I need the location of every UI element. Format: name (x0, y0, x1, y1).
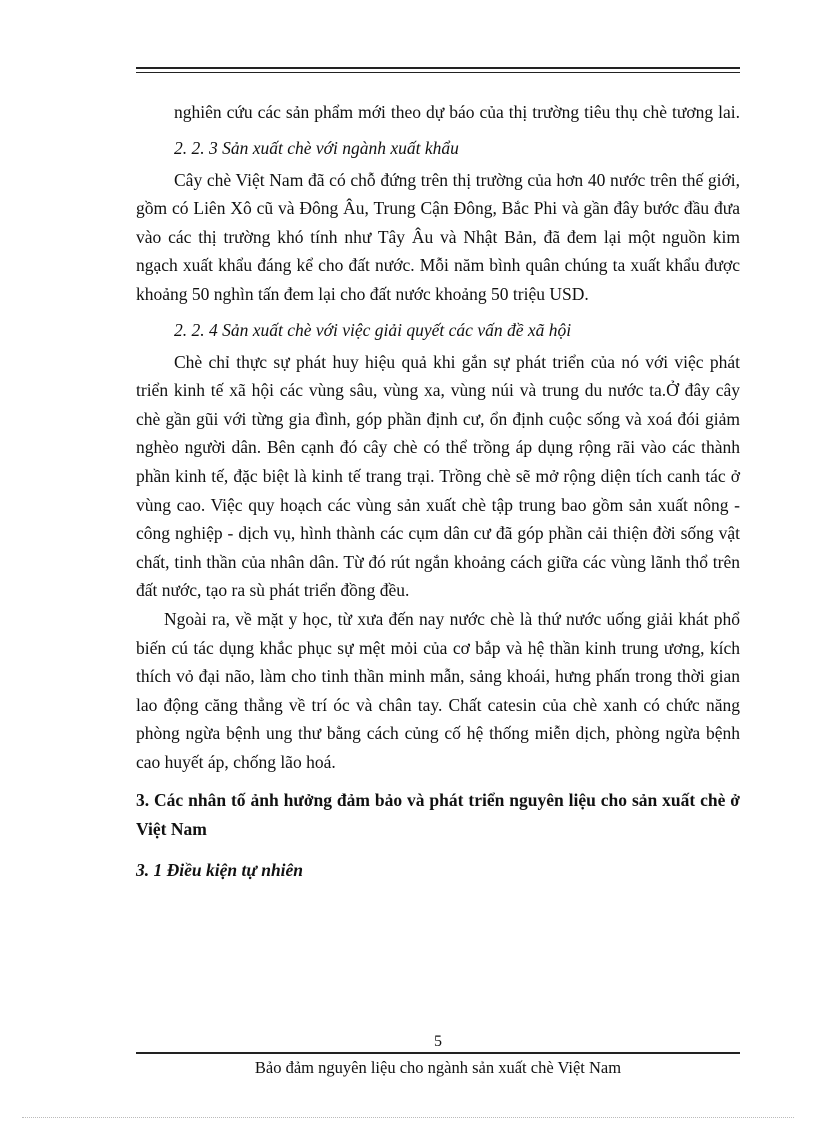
paragraph-export: Cây chè Việt Nam đã có chỗ đứng trên thị trường của hơn 40 nước trên thế giới, gồm có Liên Xô cũ và Đông Âu, Trung Cận Đông, Bắc Phi và gần đây bước đầu đưa vào các thị trường khó tính như Tây Âu và Nhật Bản, đã đem lại một nguồn kim ngạch xuất khẩu đáng kể cho đất nước. Mỗi năm bình quân chúng ta xuất khẩu được khoảng 50 nghìn tấn đem lại cho đất nước khoảng 50 triệu USD. (136, 169, 740, 304)
page-number: 5 (434, 1033, 442, 1050)
page-edge-dotted-line (22, 1117, 794, 1118)
heading-2-2-3: 2. 2. 3 Sản xuất chè với ngành xuất khẩu (174, 137, 459, 158)
subsection-3-1-title: 3. 1 Điều kiện tự nhiên (136, 859, 304, 880)
header-rule (136, 67, 740, 73)
heading-2-2-4: 2. 2. 4 Sản xuất chè với việc giải quyết các vấn đề xã hội (174, 319, 572, 340)
footer-running-title: Bảo đảm nguyên liệu cho ngành sản xuất chè Việt Nam (254, 1058, 622, 1077)
paragraph-social: Chè chỉ thực sự phát huy hiệu quả khi gắn sự phát triển của nó với việc phát triển kinh tế xã hội các vùng sâu, vùng xa, vùng núi và trung du nước ta.Ở đây cây chè gần gũi với từng gia đình, góp phần định cư, ổn định cuộc sống và xoá đói giảm nghèo người dân. Bên cạnh đó cây chè có thể trồng áp dụng rộng rãi vào các thành phần kinh tế, đặc biệt là kinh tế trang trại. Trồng chè sẽ mở rộng diện tích canh tác ở vùng cao. Việc quy hoạch các vùng sản xuất chè tập trung bao gồm sản xuất nông - công nghiệp - dịch vụ, hình thành các cụm dân cư đã góp phần cải thiện đời sống vật chất, tinh thần của nhân dân. Từ đó rút ngắn khoảng cách giữa các vùng lãnh thổ trên đất nước, tạo ra sù phát triển đồng đều. (136, 351, 740, 601)
paragraph-medical: Ngoài ra, về mặt y học, từ xưa đến nay nước chè là thứ nước uống giải khát phổ biến cú tác dụng khắc phục sự mệt mỏi của cơ bắp và hệ thần kinh trung ương, kích thích vỏ đại não, làm cho tinh thần minh mẫn, sảng khoái, hưng phấn trong thời gian lao động căng thẳng về trí óc và chân tay. Chất catesin của chè xanh có chức năng phòng ngừa bệnh ung thư bằng cách củng cố hệ thống miễn dịch, phòng ngừa bệnh cao huyết áp, chống lão hoá. (136, 608, 740, 772)
intro-paragraph: nghiên cứu các sản phẩm mới theo dự báo của thị trường tiêu thụ chè tương lai. (174, 102, 740, 122)
section-3-title: 3. Các nhân tố ảnh hưởng đảm bảo và phát triển nguyên liệu cho sản xuất chè ở Việt Nam (136, 790, 740, 840)
page-body (136, 98, 740, 884)
footer-rule (136, 1052, 740, 1054)
